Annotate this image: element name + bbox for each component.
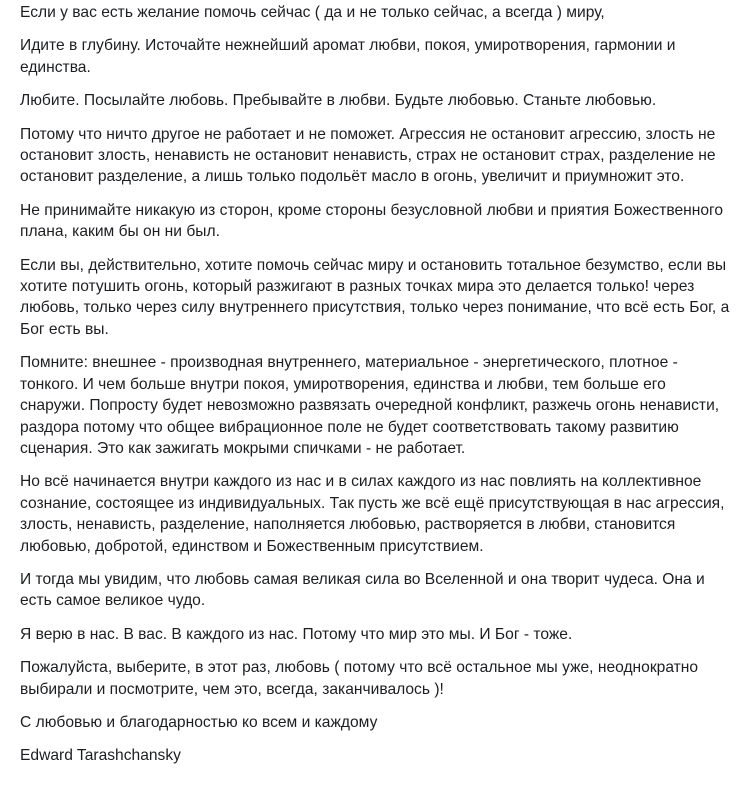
- post-paragraph: С любовью и благодарностью ко всем и каждому: [20, 713, 378, 731]
- post-paragraph: Потому что ничто другое не работает и не поможет. Агрессия не остановит агрессию, злость не остановит злость, ненависть не остановит ненависть, страх не остановит страх, разделение не остановит разделение, а лишь только подольёт масло в огонь, увеличит и приумножит это.: [20, 125, 716, 186]
- post-paragraph: Идите в глубину. Источайте нежнейший аромат любви, покоя, умиротворения, гармонии и единства.: [20, 37, 676, 76]
- post-paragraph: Но всё начинается внутри каждого из нас и в силах каждого из нас повлиять на коллективное сознание, состоящее из индивидуальных. Так пусть же всё ещё присутствующая в нас агрессия, злость, ненависть, разделение, наполняется любовью, растворяется в любви, становится любовью, добротой, единством и Божественным присутствием.: [20, 473, 725, 555]
- post-paragraph: Не принимайте никакую из сторон, кроме стороны безусловной любви и приятия Божественного плана, каким бы он ни был.: [20, 201, 724, 241]
- post-paragraph: Если у вас есть желание помочь сейчас ( да и не только сейчас, а всегда ) миру,: [20, 4, 605, 21]
- post-body: [20, 0, 732, 779]
- post-paragraph: Если вы, действительно, хотите помочь сейчас миру и остановить тотальное безумство, если вы хотите потушить огонь, который разжигают в разных точках мира это делается только! через любовь, только через силу внутреннего присутствия, только через понимание, что всё есть Бог, а Бог есть вы.: [20, 256, 730, 338]
- post-paragraph: Любите. Посылайте любовь. Пребывайте в любви. Будьте любовью. Станьте любовью.: [20, 92, 657, 110]
- post-paragraph: Пожалуйста, выберите, в этот раз, любовь ( потому что всё остальное мы уже, неоднократно выбирали и посмотрите, чем это, всегда, заканчивалось )!: [20, 659, 699, 698]
- post-paragraph: Я верю в нас. В вас. В каждого из нас. Потому что мир это мы. И Бог - тоже.: [20, 625, 573, 643]
- post-signature: Edward Tarashchansky: [20, 747, 181, 765]
- post-paragraph: И тогда мы увидим, что любовь самая великая сила во Вселенной и она творит чудеса. Она и есть самое великое чудо.: [20, 570, 705, 610]
- post-paragraph: Помните: внешнее - производная внутреннего, материальное - энергетического, плотное - тонкого. И чем больше внутри покоя, умиротворения, единства и любви, тем больше его снаружи. Попросту будет невозможно развязать очередной конфликт, разжечь огонь ненависти, раздора потому что общее вибрационное поле не будет соответствовать такому развитию сценария. Это как зажигать мокрыми спичками - не работает.: [20, 354, 720, 457]
